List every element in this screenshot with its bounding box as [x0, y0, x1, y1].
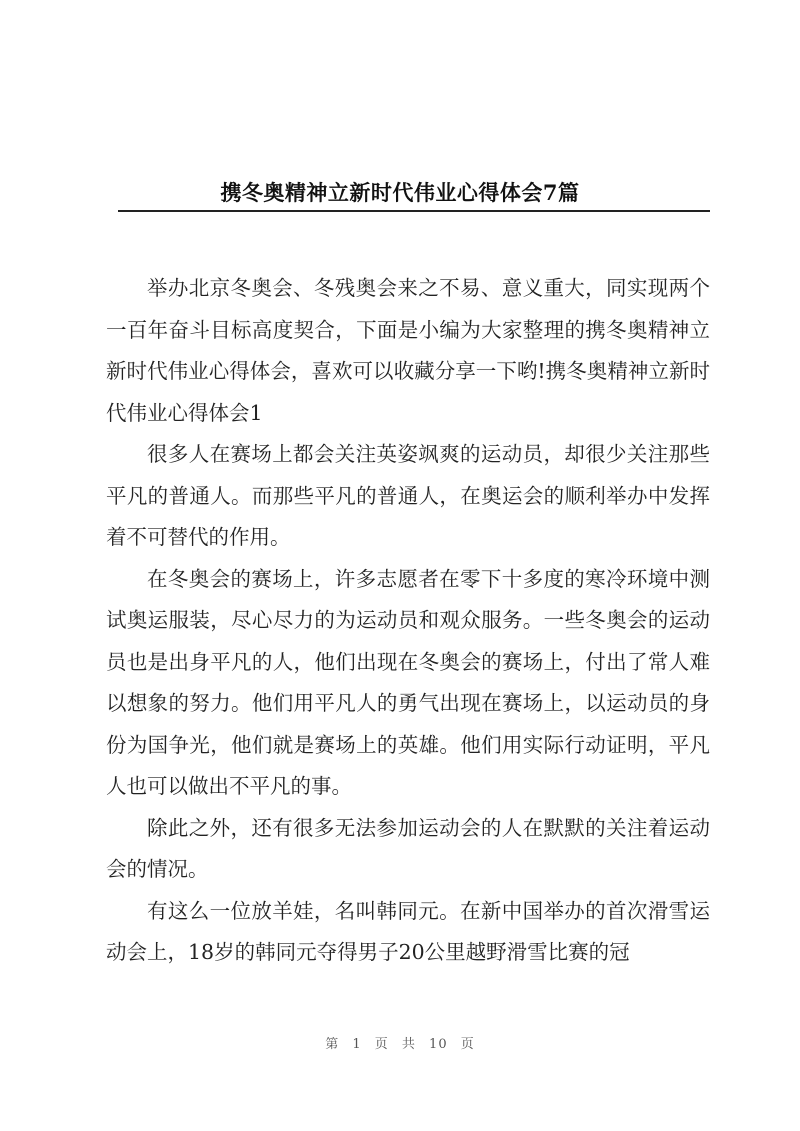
title-underline	[118, 210, 710, 212]
paragraph: 很多人在赛场上都会关注英姿飒爽的运动员，却很少关注那些平凡的普通人。而那些平凡的普通人，在奥运会的顺利举办中发挥着不可替代的作用。	[106, 442, 710, 549]
document-body	[106, 268, 710, 974]
paragraph: 在冬奥会的赛场上，许多志愿者在零下十多度的寒冷环境中测试奥运服装，尽心尽力的为运动员和观众服务。一些冬奥会的运动员也是出身平凡的人，他们出现在冬奥会的赛场上，付出了常人难以想象的努力。他们用平凡人的勇气出现在赛场上，以运动员的身份为国争光，他们就是赛场上的英雄。他们用实际行动证明，平凡人也可以做出不平凡的事。	[106, 566, 710, 798]
page-number-footer: 第 1 页 共 10 页	[325, 1037, 475, 1052]
paragraph: 有这么一位放羊娃，名叫韩同元。在新中国举办的首次滑雪运动会上，18岁的韩同元夺得男子20公里越野滑雪比赛的冠	[106, 898, 710, 964]
document-title: 携冬奥精神立新时代伟业心得体会7篇	[220, 180, 580, 206]
paragraph: 除此之外，还有很多无法参加运动会的人在默默的关注着运动会的情况。	[106, 815, 710, 881]
paragraph: 举办北京冬奥会、冬残奥会来之不易、意义重大，同实现两个一百年奋斗目标高度契合，下面是小编为大家整理的携冬奥精神立新时代伟业心得体会，喜欢可以收藏分享一下哟!携冬奥精神立新时代伟业心得体会1	[106, 276, 710, 425]
